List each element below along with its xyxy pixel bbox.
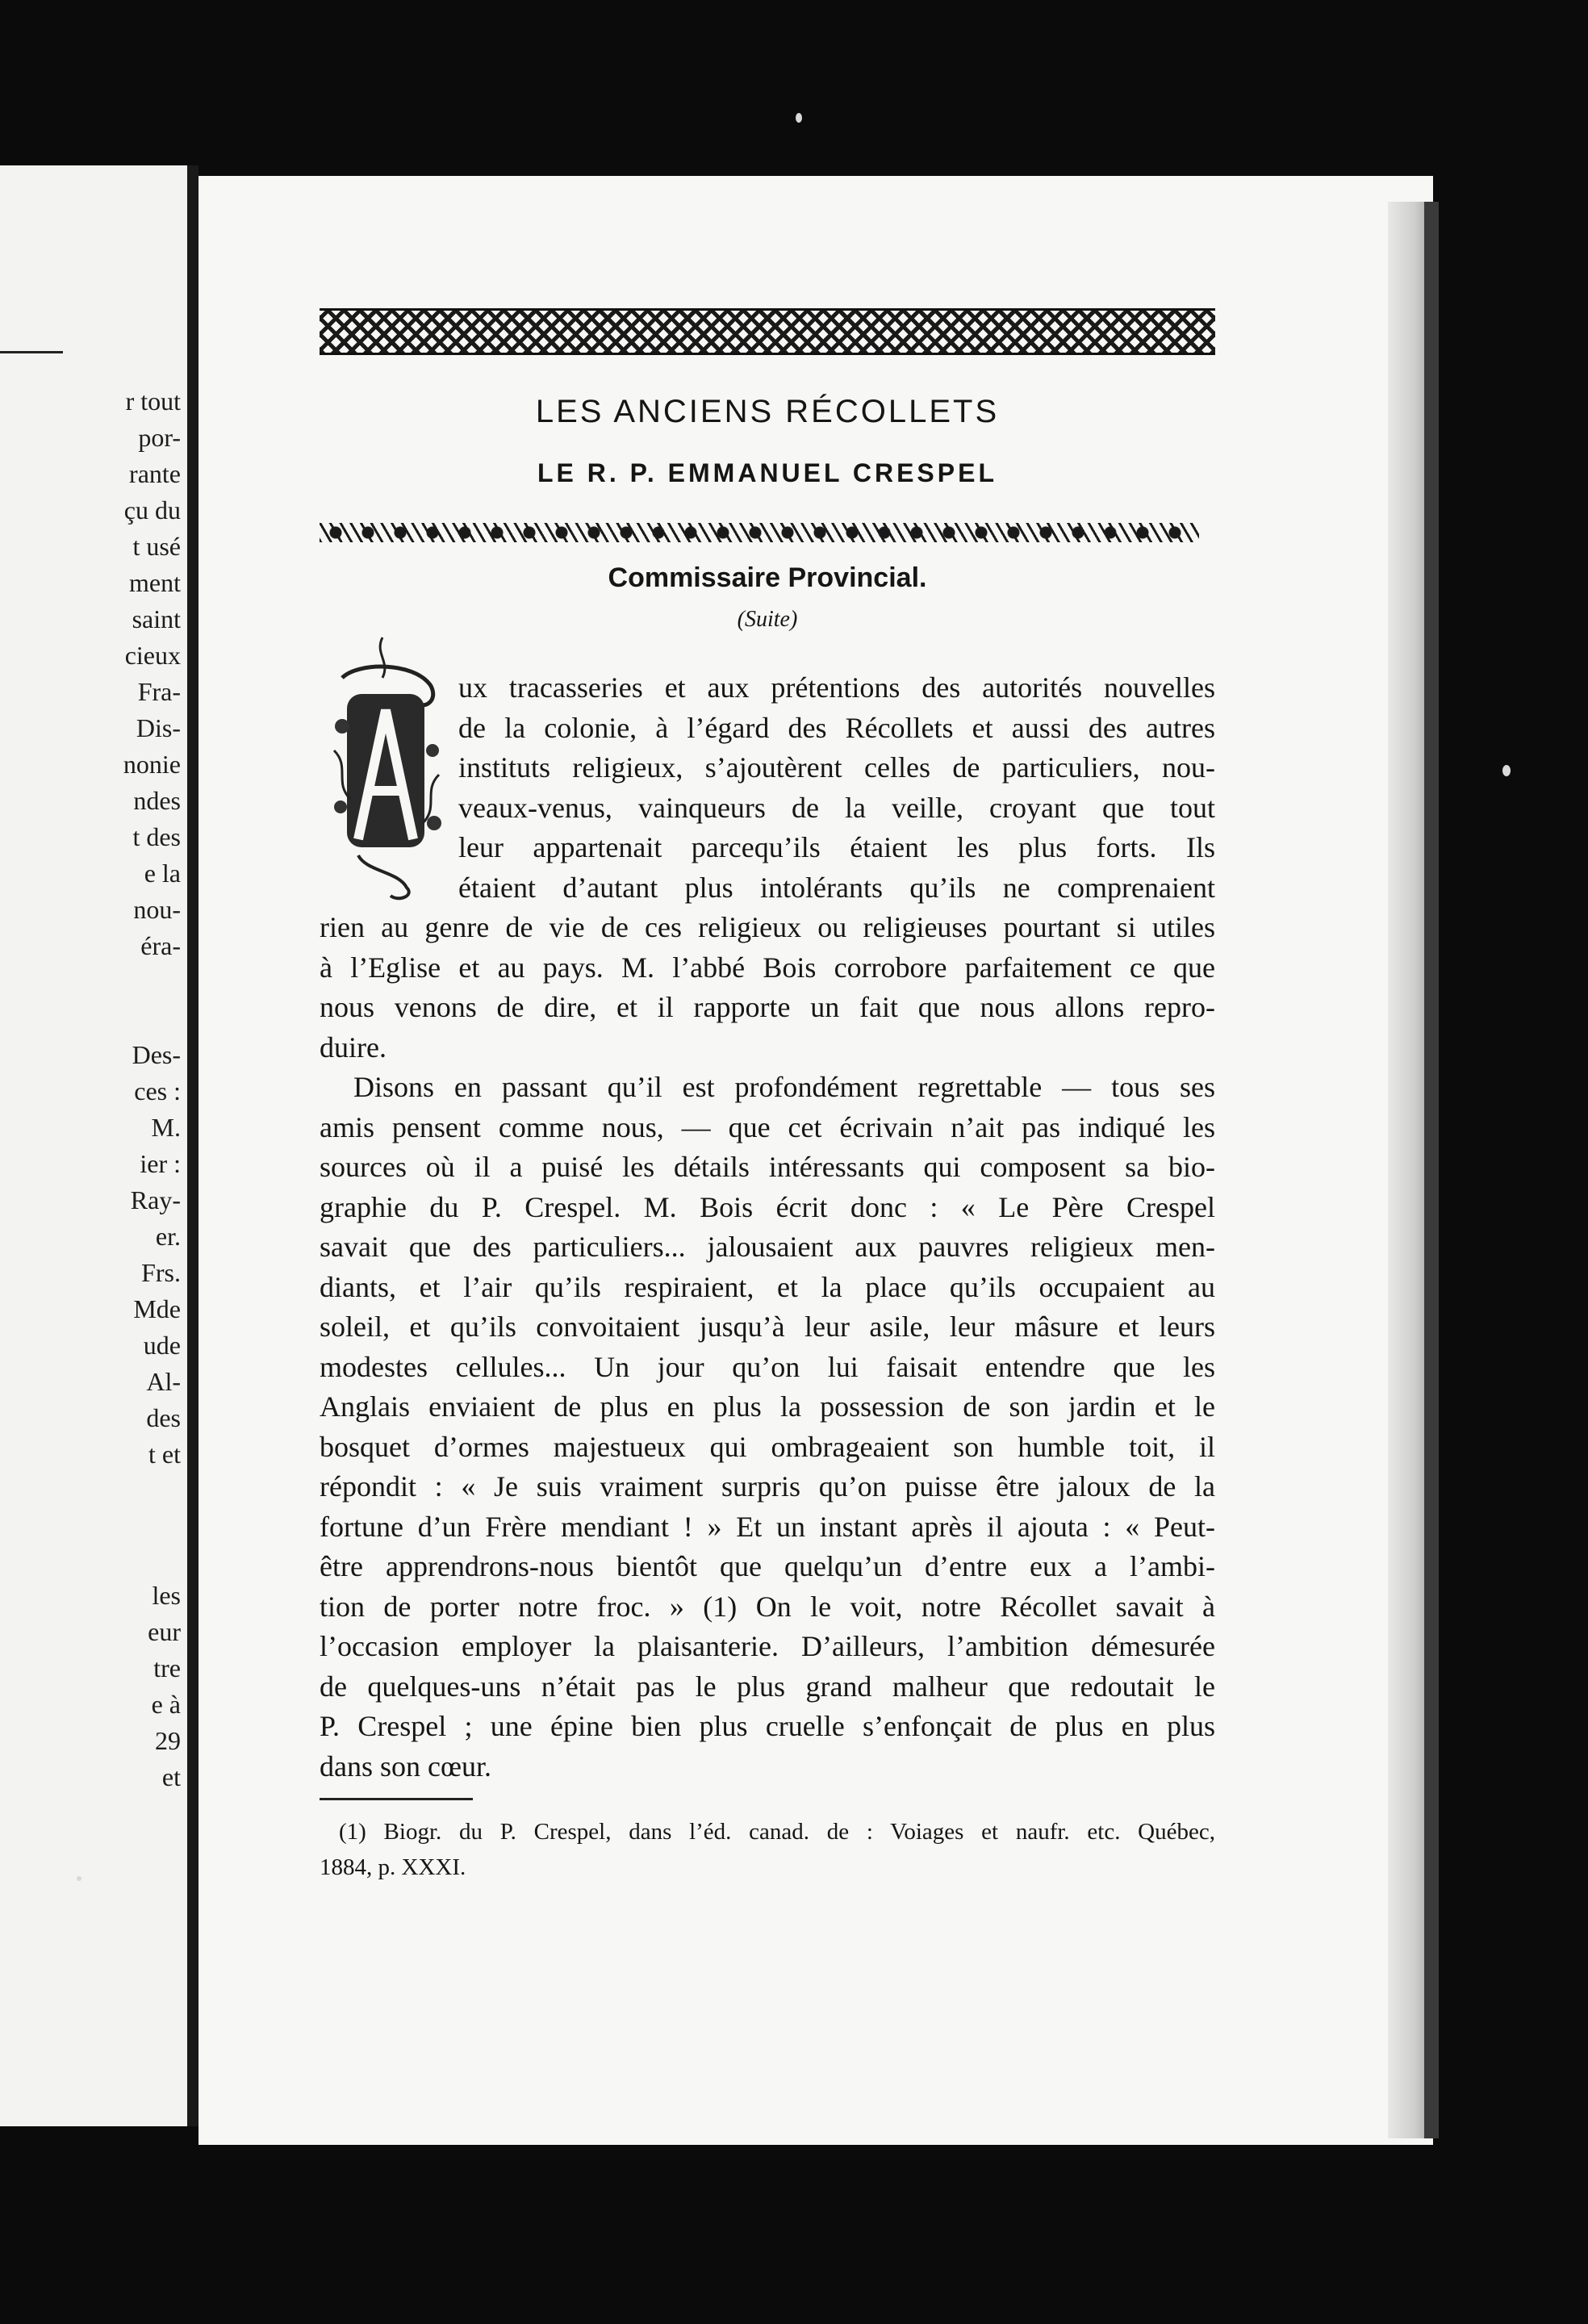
left-line: ment — [129, 568, 181, 597]
left-line: e à — [151, 1690, 181, 1719]
text-line: ux tracasseries et aux prétentions des autorités nouvelles — [458, 671, 1215, 704]
text-line: l’occasion employer la plaisanterie. D’ailleurs, l’ambition démesurée — [320, 1630, 1215, 1662]
woven-band-ornament-icon — [320, 308, 1215, 355]
left-line: eur — [148, 1617, 181, 1646]
suite-label: (Suite) — [737, 607, 798, 632]
left-line: por- — [138, 423, 181, 452]
left-line: tre — [153, 1653, 181, 1682]
text-line: savait que des particuliers... jalousaient aux pauvres religieux men- — [320, 1231, 1215, 1263]
left-line: des — [146, 1403, 181, 1432]
left-line: çu du — [123, 495, 181, 525]
left-line: ier : — [140, 1149, 181, 1178]
left-line: rante — [129, 459, 181, 488]
left-line: t usé — [132, 532, 181, 561]
text-line: diants, et l’air qu’ils respiraient, et la place qu’ils occupaient au — [320, 1270, 1215, 1303]
left-line: Dis- — [136, 713, 181, 742]
text-line: instituts religieux, s’ajoutèrent celles de particuliers, nou- — [458, 751, 1215, 784]
paragraph-1-indented — [458, 668, 1215, 908]
left-line: Des- — [132, 1040, 181, 1069]
footnote — [320, 1814, 1215, 1885]
left-line: Frs. — [141, 1258, 181, 1287]
left-line: nou- — [133, 895, 181, 924]
left-line: ces : — [134, 1076, 181, 1106]
text-line: de la colonie, à l’égard des Récollets et aussi des autres — [458, 711, 1215, 744]
text-line: à l’Eglise et au pays. M. l’abbé Bois corrobore parfaitement ce que — [320, 951, 1215, 984]
footnote-line: (1) Biogr. du P. Crespel, dans l’éd. canad. de : Voiages et naufr. etc. Québec, — [339, 1819, 1215, 1845]
left-line: er. — [155, 1222, 181, 1251]
left-line: les — [152, 1581, 181, 1610]
left-line: 29 — [155, 1726, 181, 1755]
dust-speck — [796, 113, 802, 123]
left-line: Fra- — [137, 677, 181, 706]
left-line: éra- — [140, 931, 181, 960]
left-page-text — [123, 383, 181, 1795]
text-line: veaux-venus, vainqueurs de la veille, croyant que tout — [458, 791, 1215, 824]
left-gap — [123, 1545, 181, 1578]
text-line: Disons en passant qu’il est profondément regrettable — tous ses — [353, 1071, 1215, 1103]
page-edge-dark — [1424, 202, 1439, 2138]
left-line: M. — [151, 1113, 181, 1142]
text-line: graphie du P. Crespel. M. Bois écrit donc : « Le Père Crespel — [320, 1190, 1215, 1223]
text-line: rien au genre de vie de ces religieux ou religieuses pourtant si utiles — [320, 911, 1215, 943]
left-line: cieux — [124, 641, 181, 670]
left-line: saint — [132, 604, 181, 633]
left-line: ndes — [133, 786, 181, 815]
text-line: de quelques-uns n’était pas le plus grand malheur que redoutait le — [320, 1670, 1215, 1703]
left-gap — [123, 964, 181, 1037]
paragraph-1-continued — [320, 908, 1215, 1068]
dust-speck — [77, 1876, 81, 1881]
text-line: dans son cœur. — [320, 1749, 491, 1783]
left-page-rule — [0, 351, 63, 353]
text-line: tion de porter notre froc. » (1) On le voit, notre Récollet savait à — [320, 1590, 1215, 1623]
text-line: P. Crespel ; une épine bien plus cruelle s’enfonçait de plus en plus — [320, 1710, 1215, 1742]
left-line: e la — [144, 859, 181, 888]
text-line: être apprendrons-nous bientôt que quelqu’un d’entre eux a l’ambi- — [320, 1550, 1215, 1582]
left-line: ude — [143, 1331, 181, 1360]
text-line: leur appartenait parcequ’ils étaient les plus forts. Ils — [458, 831, 1215, 863]
text-line: soleil, et qu’ils convoitaient jusqu’à leur asile, leur mâsure et leurs — [320, 1310, 1215, 1343]
text-line: répondit : « Je suis vraiment surpris qu’on puisse être jaloux de la — [320, 1470, 1215, 1503]
left-gap — [123, 1473, 181, 1545]
text-line: amis pensent comme nous, — que cet écrivain n’ait pas indiqué les — [320, 1110, 1215, 1143]
text-line: modestes cellules... Un jour qu’on lui faisait entendre que les — [320, 1350, 1215, 1383]
left-line: r tout — [125, 387, 181, 416]
text-line: bosquet d’ormes majestueux qui ombrageaient son humble toit, il — [320, 1430, 1215, 1463]
dust-speck — [1502, 765, 1511, 776]
left-line: Mde — [133, 1294, 181, 1323]
text-line: Anglais enviaient de plus en plus la possession de son jardin et le — [320, 1390, 1215, 1423]
text-line: fortune d’un Frère mendiant ! » Et un instant après il ajouta : « Peut- — [320, 1510, 1215, 1543]
left-line: t des — [132, 822, 181, 851]
left-line: Al- — [146, 1367, 181, 1396]
ornate-drop-cap-A-icon — [326, 629, 445, 904]
left-line: et — [161, 1762, 181, 1791]
left-facing-page — [0, 165, 187, 2126]
footnote-line: 1884, p. XXXI. — [320, 1854, 466, 1880]
text-line: étaient d’autant plus intolérants qu’ils ne comprenaient — [458, 871, 1215, 904]
left-line: t et — [148, 1440, 181, 1469]
left-line: nonie — [123, 750, 181, 779]
text-line: nous venons de dire, et il rapporte un fait que nous allons repro- — [320, 991, 1215, 1023]
left-line: Ray- — [130, 1185, 181, 1214]
paragraph-2 — [320, 1068, 1215, 1787]
footnote-rule — [320, 1798, 473, 1800]
article-subtitle: LE R. P. EMMANUEL CRESPEL — [537, 458, 997, 487]
text-line: duire. — [320, 1030, 387, 1064]
book-gutter — [187, 165, 198, 2126]
text-line: sources où il a puisé les détails intéressants qui composent sa bio- — [320, 1151, 1215, 1183]
article-title: LES ANCIENS RÉCOLLETS — [535, 394, 1000, 429]
floral-band-ornament-icon — [320, 523, 1199, 542]
section-heading: Commissaire Provincial. — [608, 562, 927, 593]
